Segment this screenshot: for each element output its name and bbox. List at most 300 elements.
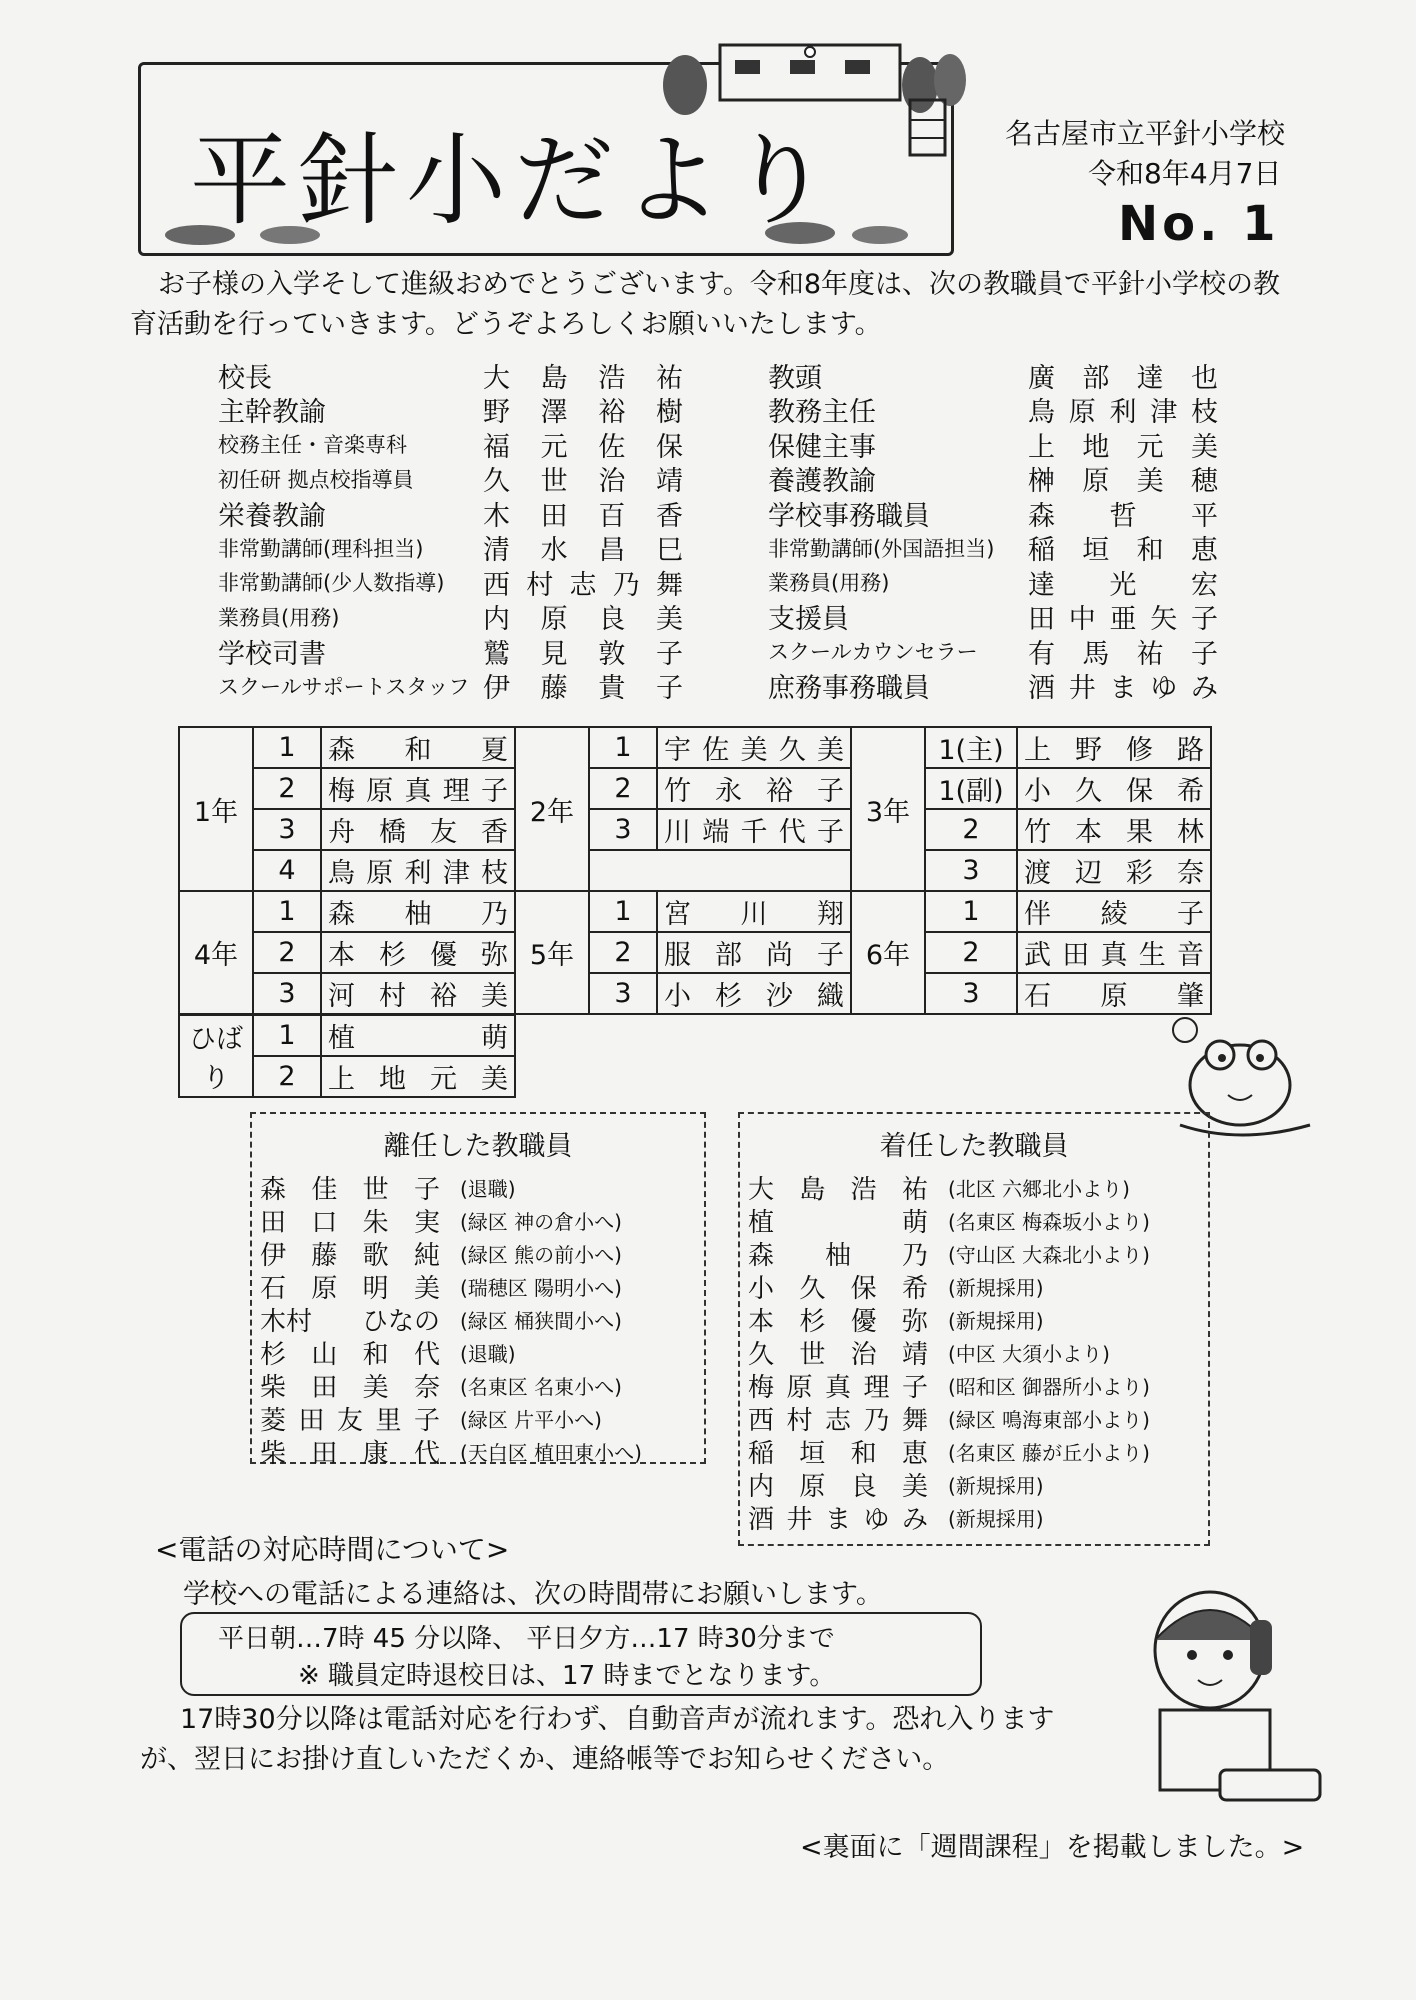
person-name	[1024, 769, 1204, 808]
name-part: 香	[655, 500, 683, 532]
name-part: 子	[413, 1406, 440, 1436]
class-row	[179, 973, 1211, 1014]
class-number: 3	[589, 973, 657, 1014]
person-name	[260, 1235, 440, 1272]
move-note: (中区 大須小より)	[948, 1342, 1110, 1366]
person-name	[483, 563, 683, 602]
staff-move-row	[740, 1270, 1208, 1303]
name-part: 上	[328, 1064, 355, 1095]
staff-row	[218, 427, 1218, 462]
class-number: 3	[925, 850, 1017, 891]
person-name	[664, 769, 844, 808]
name-part: 子	[817, 940, 844, 971]
name-part: 久	[748, 1340, 775, 1370]
staff-row	[218, 634, 1218, 669]
name-part: 乃	[863, 1406, 890, 1436]
name-part: 優	[430, 940, 457, 971]
name-part: 口	[311, 1208, 338, 1238]
grade-label: 6年	[851, 891, 925, 1014]
person-name	[1024, 728, 1204, 767]
name-part: 藤	[540, 673, 568, 705]
class-number: 2	[925, 809, 1017, 850]
name-part: 千	[740, 817, 768, 848]
grade-label: 1年	[179, 727, 253, 891]
name-part: 子	[817, 776, 844, 807]
name-part: 舞	[901, 1406, 928, 1436]
homeroom-teacher	[321, 768, 515, 809]
person-name	[1028, 528, 1218, 567]
name-part: 世	[799, 1340, 826, 1370]
person-name	[748, 1235, 928, 1272]
person-name	[748, 1334, 928, 1371]
name-part: 矢	[1150, 604, 1178, 636]
name-part: 恵	[1190, 535, 1218, 567]
name-part: 小	[1024, 776, 1051, 807]
name-part: 林	[1177, 817, 1204, 848]
staff-move-row	[740, 1468, 1208, 1501]
grade-label: ひばり	[179, 1015, 253, 1097]
name-part: 萌	[901, 1208, 928, 1238]
name-part: 夏	[481, 735, 508, 766]
name-part: 子	[1177, 899, 1204, 930]
staff-role: 学校事務職員	[768, 500, 930, 532]
name-part: 本	[328, 940, 355, 971]
name-part: 光	[1109, 569, 1137, 601]
name-part: 杉	[799, 1307, 826, 1337]
name-part: 田	[540, 500, 568, 532]
name-part: 西	[748, 1406, 775, 1436]
name-part: 清	[483, 535, 510, 567]
name-part: 穂	[1190, 466, 1218, 498]
grade-label: 3年	[851, 727, 925, 891]
staff-move-row	[252, 1270, 704, 1303]
name-part: 稲	[748, 1439, 775, 1469]
departed-staff-box	[250, 1112, 706, 1469]
homeroom-teacher	[1017, 973, 1211, 1014]
name-part: 村	[786, 1406, 813, 1436]
name-part: 舞	[656, 569, 683, 601]
phone-hours: 平日朝…7時 45 分以降、 平日夕方…17 時30分まで	[218, 1624, 835, 1654]
school-name: 名古屋市立平針小学校	[1005, 117, 1286, 150]
class-row	[179, 768, 1211, 809]
name-part: 友	[430, 817, 457, 848]
person-name	[1028, 597, 1218, 636]
name-part: 裕	[766, 776, 793, 807]
homeroom-teacher	[321, 1015, 515, 1056]
name-part: 美	[655, 604, 683, 636]
name-part: 柴	[260, 1373, 287, 1403]
name-part: 祐	[655, 362, 683, 394]
name-part: 志	[824, 1406, 851, 1436]
name-part: 内	[748, 1472, 775, 1502]
name-part: 枝	[1191, 397, 1218, 429]
staff-move-row	[252, 1171, 704, 1204]
name-part: 保	[1126, 776, 1153, 807]
person-name	[748, 1202, 928, 1239]
class-table-hibari	[178, 1014, 516, 1098]
name-part: 乃	[901, 1241, 928, 1271]
name-part: 梅	[328, 776, 355, 807]
class-number: 1	[253, 1015, 321, 1056]
person-name	[260, 1367, 440, 1404]
name-part: 島	[540, 362, 568, 394]
name-part: 美	[481, 1064, 508, 1095]
homeroom-teacher	[657, 932, 851, 973]
name-part: 木村	[260, 1307, 313, 1337]
name-part: 辺	[1075, 858, 1102, 889]
name-part: 原	[540, 604, 568, 636]
staff-row	[218, 600, 1218, 635]
name-part: 音	[1177, 940, 1204, 971]
class-number: 1	[589, 891, 657, 932]
person-name	[664, 892, 844, 931]
issue-number: No. 1	[1118, 196, 1280, 252]
person-name	[483, 390, 683, 429]
person-name	[328, 1016, 508, 1055]
name-part: 久	[1075, 776, 1102, 807]
name-part: 石	[1024, 981, 1051, 1012]
name-part: 敦	[598, 638, 626, 670]
name-part: 靖	[655, 466, 683, 498]
name-part: 河	[328, 981, 355, 1012]
person-name	[748, 1433, 928, 1470]
name-part: 田	[260, 1208, 287, 1238]
person-name	[260, 1169, 440, 1206]
move-note: (新規採用)	[948, 1309, 1044, 1333]
homeroom-teacher	[321, 809, 515, 850]
name-part: 和	[404, 735, 432, 766]
person-name	[260, 1334, 440, 1371]
person-name	[328, 851, 508, 890]
name-part: 浩	[598, 362, 626, 394]
person-name	[483, 632, 683, 671]
name-part: 祐	[901, 1175, 928, 1205]
name-part: 也	[1190, 362, 1218, 394]
class-number: 3	[253, 973, 321, 1014]
homeroom-teacher	[657, 809, 851, 850]
name-part: 樹	[655, 397, 683, 429]
name-part: 稲	[1028, 535, 1055, 567]
staff-role: 養護教諭	[768, 466, 876, 498]
name-part: 植	[748, 1208, 775, 1238]
staff-move-row	[740, 1369, 1208, 1402]
person-name	[328, 810, 508, 849]
name-part: 利	[404, 858, 432, 889]
name-part: 理	[863, 1373, 890, 1403]
person-name	[1024, 851, 1204, 890]
person-name	[748, 1400, 928, 1437]
name-part: 澤	[540, 397, 568, 429]
name-part: 治	[598, 466, 626, 498]
staff-role: スクールサポートスタッフ	[218, 674, 470, 699]
name-part: 弥	[901, 1307, 928, 1337]
name-part: 美	[481, 981, 508, 1012]
name-part: 子	[481, 776, 508, 807]
person-name	[260, 1433, 440, 1470]
homeroom-teacher	[321, 932, 515, 973]
name-part: 武	[1024, 940, 1051, 971]
name-part: 靖	[901, 1340, 928, 1370]
person-name	[1024, 892, 1204, 931]
person-name	[328, 933, 508, 972]
name-part: 鷲	[483, 638, 510, 670]
class-table-grades-4-6	[178, 890, 1212, 1015]
name-part: 尚	[766, 940, 793, 971]
name-part: 木	[483, 500, 510, 532]
staff-role: 非常勤講師(理科担当)	[218, 536, 424, 561]
name-part: 榊	[1028, 466, 1055, 498]
name-part: 真	[1100, 940, 1128, 971]
name-part: 鳥	[328, 858, 355, 889]
name-part: 柴	[260, 1439, 287, 1469]
name-part: 利	[1109, 397, 1137, 429]
name-part: 宮	[664, 899, 691, 930]
move-note: (天白区 植田東小へ)	[460, 1441, 642, 1465]
name-part: 美	[740, 735, 768, 766]
name-part: 伊	[483, 673, 510, 705]
person-name	[664, 974, 844, 1013]
name-part: 森	[748, 1241, 775, 1271]
staff-role: スクールカウンセラー	[768, 640, 978, 665]
name-part: 平	[1191, 500, 1218, 532]
name-part: 中	[1068, 604, 1096, 636]
move-note: (名東区 藤が丘小より)	[948, 1441, 1150, 1465]
grade-label: 4年	[179, 891, 253, 1014]
name-part: 裕	[598, 397, 626, 429]
person-name	[664, 810, 844, 849]
staff-role: 主幹教諭	[218, 397, 326, 429]
name-part: 希	[1177, 776, 1204, 807]
name-part: 原	[366, 776, 394, 807]
name-part: 康	[362, 1439, 389, 1469]
staff-move-row	[740, 1237, 1208, 1270]
name-part: 理	[442, 776, 470, 807]
move-note: (新規採用)	[948, 1276, 1044, 1300]
move-note: (名東区 名東小へ)	[460, 1375, 622, 1399]
person-name	[260, 1202, 440, 1239]
staff-role: 初任研 拠点校指導員	[218, 467, 414, 492]
person-name	[1028, 425, 1218, 464]
staff-move-row	[252, 1237, 704, 1270]
name-part: 竹	[1024, 817, 1051, 848]
name-part: 美	[901, 1472, 928, 1502]
staff-role: 業務員(用務)	[768, 571, 890, 596]
name-part: 梅	[748, 1373, 775, 1403]
name-part: ま	[824, 1505, 851, 1535]
class-number: 2	[589, 768, 657, 809]
class-row	[179, 891, 1211, 932]
name-part: 友	[336, 1406, 363, 1436]
name-part: 杉	[260, 1340, 287, 1370]
name-part: 哲	[1109, 500, 1137, 532]
move-note: (退職)	[460, 1177, 516, 1201]
name-part: 香	[481, 817, 508, 848]
person-name	[1028, 356, 1218, 395]
name-part: 子	[1190, 638, 1218, 670]
name-part: 井	[786, 1505, 813, 1535]
staff-role: 教頭	[768, 362, 822, 394]
name-part: 大	[483, 362, 510, 394]
person-name	[260, 1301, 440, 1338]
class-number: 1(主)	[925, 727, 1017, 768]
name-part: 久	[483, 466, 510, 498]
name-part: 田	[1028, 604, 1055, 636]
name-part: 子	[655, 673, 683, 705]
person-name	[483, 597, 683, 636]
staff-role: 学校司書	[218, 638, 326, 670]
homeroom-teacher	[321, 973, 515, 1014]
class-row	[179, 727, 1211, 768]
name-part: 端	[702, 817, 730, 848]
class-number: 1(副)	[925, 768, 1017, 809]
name-part: 和	[362, 1340, 389, 1370]
staff-role: 校長	[218, 362, 272, 394]
staff-move-row	[252, 1435, 704, 1468]
name-part: 福	[483, 431, 510, 463]
staff-row	[218, 531, 1218, 566]
name-part: 路	[1177, 735, 1204, 766]
name-part: 原	[799, 1472, 826, 1502]
name-part: 祐	[1136, 638, 1164, 670]
homeroom-teacher	[321, 727, 515, 768]
name-part: 代	[778, 817, 806, 848]
phone-after-hours: 17時30分以降は電話対応を行わず、自動音声が流れます。恐れ入りますが、翌日にお掛け直しいただくか、連絡帳等でお知らせください。	[140, 1704, 1055, 1775]
name-part: 元	[540, 431, 568, 463]
person-name	[748, 1301, 928, 1338]
newsletter-title: 平針小だより	[190, 122, 838, 239]
homeroom-teacher	[657, 891, 851, 932]
move-note: (退職)	[460, 1342, 516, 1366]
staff-row	[218, 669, 1218, 704]
staff-row	[218, 393, 1218, 428]
name-part: 伴	[1024, 899, 1051, 930]
class-number: 3	[925, 973, 1017, 1014]
move-note: (名東区 梅森坂小より)	[948, 1210, 1150, 1234]
move-note: (新規採用)	[948, 1474, 1044, 1498]
name-part: 伊	[260, 1241, 287, 1271]
move-note: (緑区 神の倉小へ)	[460, 1210, 622, 1234]
staff-role: 業務員(用務)	[218, 605, 340, 630]
class-number: 4	[253, 850, 321, 891]
person-name	[748, 1268, 928, 1305]
move-note: (緑区 鳴海東部小より)	[948, 1408, 1150, 1432]
name-part: 野	[483, 397, 510, 429]
class-number: 1	[253, 891, 321, 932]
name-part: 村	[526, 569, 554, 601]
name-part: 久	[778, 735, 806, 766]
name-part: 杉	[715, 981, 742, 1012]
staff-role: 校務主任・音楽専科	[218, 433, 407, 458]
name-part: 原	[786, 1373, 813, 1403]
name-part: 永	[715, 776, 742, 807]
name-part: 廣	[1028, 362, 1055, 394]
name-part: 子	[901, 1373, 928, 1403]
person-name	[328, 974, 508, 1013]
name-part: 実	[413, 1208, 440, 1238]
staff-move-row	[740, 1303, 1208, 1336]
person-name	[1028, 459, 1218, 498]
class-number: 2	[253, 932, 321, 973]
homeroom-teacher	[657, 727, 851, 768]
homeroom-teacher	[321, 850, 515, 891]
name-part: 里	[375, 1406, 402, 1436]
homeroom-teacher	[1017, 809, 1211, 850]
class-row	[179, 932, 1211, 973]
name-part: 有	[1028, 638, 1055, 670]
name-part: 山	[311, 1340, 338, 1370]
name-part: 亜	[1109, 604, 1137, 636]
name-part: 田	[1062, 940, 1090, 971]
staff-move-row	[740, 1171, 1208, 1204]
name-part: 森	[260, 1175, 287, 1205]
name-part: 川	[664, 817, 691, 848]
name-part: 恵	[901, 1439, 928, 1469]
name-part: 明	[362, 1274, 389, 1304]
class-number: 1	[925, 891, 1017, 932]
name-part: 原	[1082, 466, 1110, 498]
name-part: 歌	[362, 1241, 389, 1271]
name-part: 原	[311, 1274, 338, 1304]
name-part: 原	[366, 858, 394, 889]
back-page-note: <裏面に「週間課程」を掲載しました。>	[800, 1832, 1305, 1863]
name-part: 子	[1191, 604, 1218, 636]
staff-role: 非常勤講師(少人数指導)	[218, 571, 445, 596]
name-part: ゆ	[1150, 673, 1178, 705]
person-name	[328, 892, 508, 931]
person-name	[664, 933, 844, 972]
name-part: 純	[413, 1241, 440, 1271]
homeroom-teacher	[657, 973, 851, 1014]
name-part: 美	[1190, 431, 1218, 463]
person-name	[1028, 632, 1218, 671]
name-part: 沙	[766, 981, 793, 1012]
name-part: 貴	[598, 673, 626, 705]
name-part: 森	[328, 735, 355, 766]
class-row	[179, 850, 1211, 891]
person-name	[748, 1367, 928, 1404]
name-part: 津	[442, 858, 470, 889]
name-part: 果	[1126, 817, 1153, 848]
person-name	[328, 728, 508, 767]
name-part: 酒	[748, 1505, 775, 1535]
name-part: 佐	[702, 735, 730, 766]
name-part: 彩	[1126, 858, 1153, 889]
name-part: 上	[1024, 735, 1051, 766]
name-part: 元	[1136, 431, 1164, 463]
staff-row	[218, 496, 1218, 531]
name-part: 修	[1126, 735, 1153, 766]
move-note: (新規採用)	[948, 1507, 1044, 1531]
person-name	[1024, 974, 1204, 1013]
name-part: 良	[598, 604, 626, 636]
class-number: 1	[589, 727, 657, 768]
name-part: み	[901, 1505, 928, 1535]
staff-row	[218, 358, 1218, 393]
name-part: 萌	[481, 1023, 508, 1054]
name-part: 野	[1075, 735, 1102, 766]
move-note: (緑区 熊の前小へ)	[460, 1243, 622, 1267]
name-part: 裕	[430, 981, 457, 1012]
name-part: 宏	[1191, 569, 1218, 601]
staff-move-row	[252, 1204, 704, 1237]
name-part: 森	[328, 899, 355, 930]
name-part: 保	[850, 1274, 877, 1304]
name-part: 志	[569, 569, 597, 601]
name-part: 原	[1100, 981, 1128, 1012]
name-part: 田	[311, 1373, 338, 1403]
staff-move-row	[740, 1204, 1208, 1237]
name-part: 杉	[379, 940, 406, 971]
